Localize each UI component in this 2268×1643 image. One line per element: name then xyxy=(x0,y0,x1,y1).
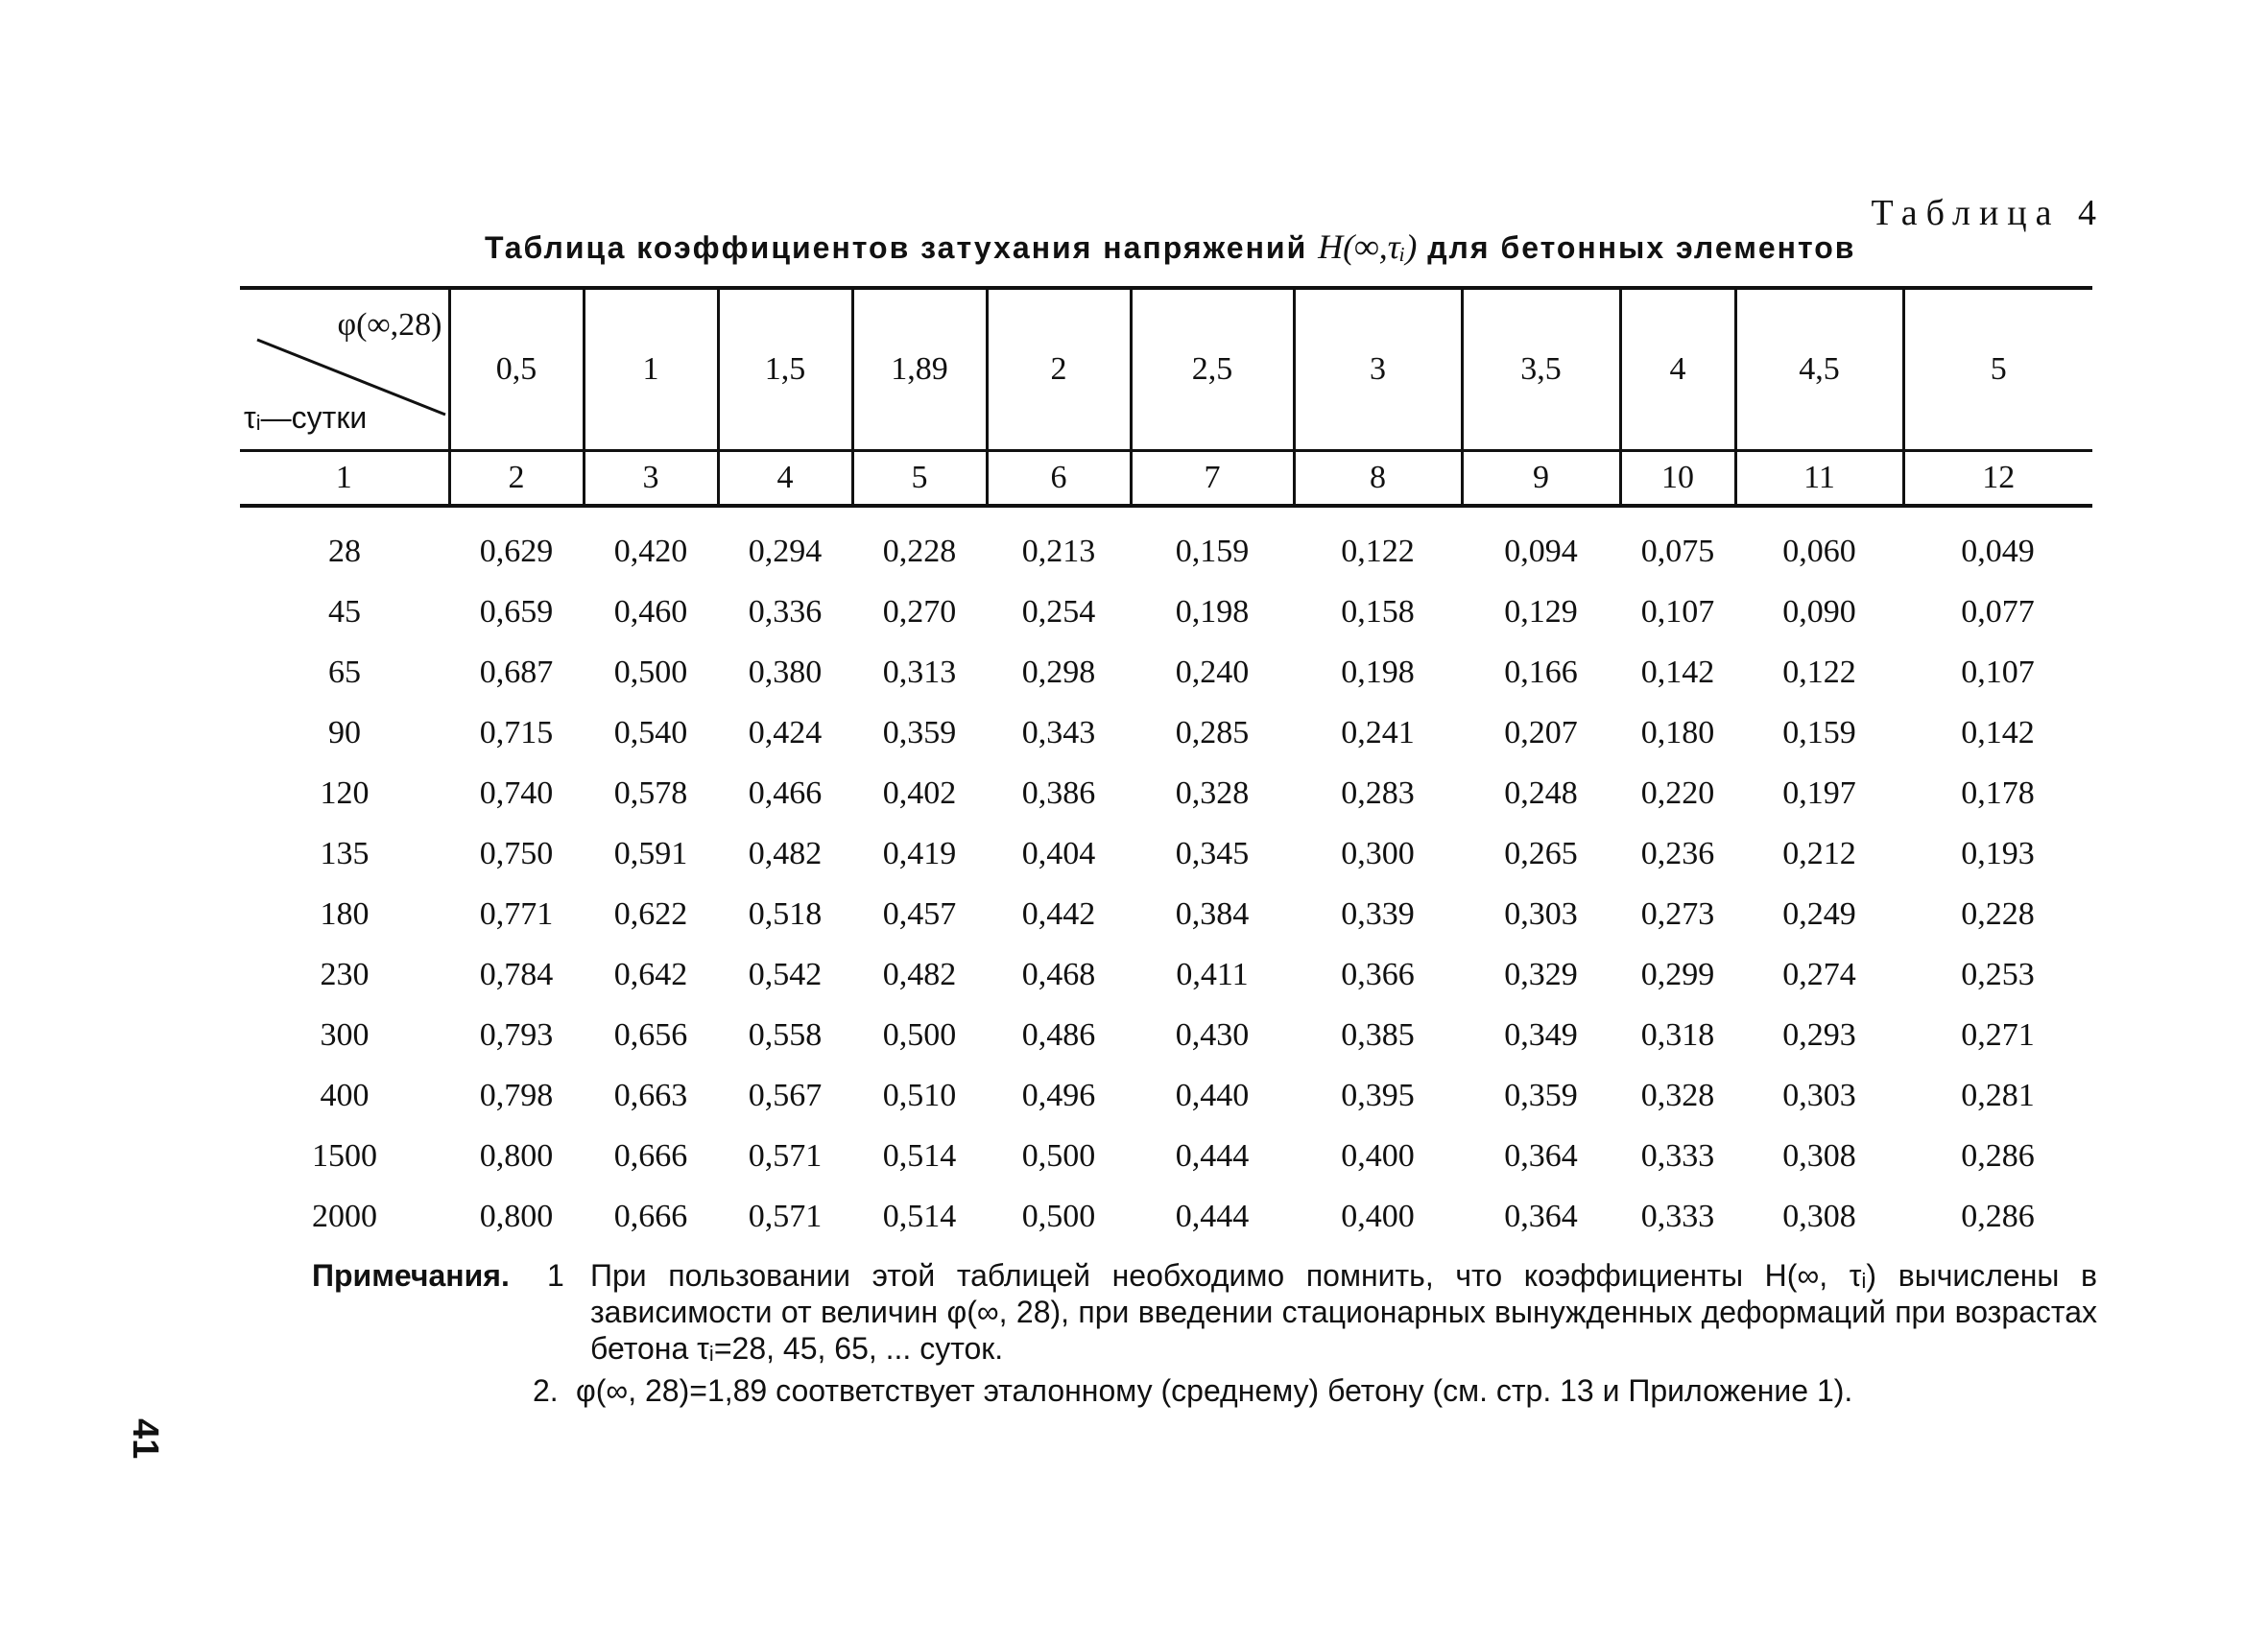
table-cell: 0,571 xyxy=(748,1198,823,1234)
column-number: 8 xyxy=(1294,451,1462,507)
column-number: 10 xyxy=(1620,451,1735,507)
note-number: 2. xyxy=(533,1373,559,1408)
table-row xyxy=(240,506,2092,582)
table-cell: 0,166 xyxy=(1504,654,1578,690)
column-header: 0,5 xyxy=(449,288,584,451)
table-cell: 0,075 xyxy=(1640,533,1715,569)
row-age-cell: 300 xyxy=(320,1016,370,1053)
table-cell: 0,285 xyxy=(1175,714,1250,750)
table-cell: 0,241 xyxy=(1341,714,1415,750)
notes-label: Примечания. xyxy=(312,1258,510,1293)
table-cell: 0,122 xyxy=(1782,654,1856,690)
page-number: 41 xyxy=(125,1418,165,1460)
row-age-cell: 180 xyxy=(320,895,370,932)
table-cell: 0,510 xyxy=(882,1077,957,1113)
row-age-cell: 400 xyxy=(320,1077,370,1113)
table-cell: 0,159 xyxy=(1782,714,1856,750)
table-cell: 0,273 xyxy=(1640,895,1715,932)
table-cell: 0,313 xyxy=(882,654,957,690)
table-cell: 0,687 xyxy=(479,654,554,690)
corner-cell xyxy=(240,288,449,451)
table-row xyxy=(240,1126,2092,1186)
table-cell: 0,359 xyxy=(882,714,957,750)
note-number: 1 xyxy=(547,1258,564,1293)
table-cell: 0,299 xyxy=(1640,956,1715,992)
table-cell: 0,419 xyxy=(882,835,957,871)
column-number-row xyxy=(240,451,2092,507)
column-number: 12 xyxy=(1903,451,2092,507)
table-cell: 0,400 xyxy=(1341,1137,1415,1174)
table-cell: 0,482 xyxy=(748,835,823,871)
table-cell: 0,303 xyxy=(1504,895,1578,932)
row-age-cell: 45 xyxy=(328,593,361,630)
table-cell: 0,540 xyxy=(613,714,688,750)
column-header: 4,5 xyxy=(1735,288,1903,451)
table-cell: 0,460 xyxy=(613,593,688,630)
table-cell: 0,049 xyxy=(1961,533,2035,569)
table-row xyxy=(240,1186,2092,1247)
table-cell: 0,328 xyxy=(1175,774,1250,811)
table-cell: 0,385 xyxy=(1341,1016,1415,1053)
table-title-symbol: H(∞,τᵢ) xyxy=(1318,227,1418,266)
table-cell: 0,281 xyxy=(1961,1077,2035,1113)
table-cell: 0,656 xyxy=(613,1016,688,1053)
table-title-suffix: для бетонных элементов xyxy=(1427,230,1856,265)
table-cell: 0,440 xyxy=(1175,1077,1250,1113)
table-cell: 0,236 xyxy=(1640,835,1715,871)
table-cell: 0,514 xyxy=(882,1137,957,1174)
table-cell: 0,212 xyxy=(1782,835,1856,871)
table-body xyxy=(240,506,2092,1247)
table-cell: 0,308 xyxy=(1782,1198,1856,1234)
table-cell: 0,294 xyxy=(748,533,823,569)
row-age-cell: 2000 xyxy=(312,1198,377,1234)
table-cell: 0,404 xyxy=(1021,835,1096,871)
table-cell: 0,343 xyxy=(1021,714,1096,750)
table-cell: 0,420 xyxy=(613,533,688,569)
table-cell: 0,386 xyxy=(1021,774,1096,811)
table-cell: 0,591 xyxy=(613,835,688,871)
column-header: 5 xyxy=(1903,288,2092,451)
table-cell: 0,180 xyxy=(1640,714,1715,750)
column-header: 3 xyxy=(1294,288,1462,451)
table-cell: 0,659 xyxy=(479,593,554,630)
column-header: 1,5 xyxy=(718,288,852,451)
table-cell: 0,207 xyxy=(1504,714,1578,750)
column-header: 3,5 xyxy=(1462,288,1620,451)
table-cell: 0,384 xyxy=(1175,895,1250,932)
table-cell: 0,142 xyxy=(1640,654,1715,690)
table-cell: 0,129 xyxy=(1504,593,1578,630)
table-cell: 0,228 xyxy=(1961,895,2035,932)
table-cell: 0,666 xyxy=(613,1198,688,1234)
table-cell: 0,486 xyxy=(1021,1016,1096,1053)
row-age-cell: 120 xyxy=(320,774,370,811)
table-cell: 0,090 xyxy=(1782,593,1856,630)
table-cell: 0,060 xyxy=(1782,533,1856,569)
table-cell: 0,784 xyxy=(479,956,554,992)
table-cell: 0,077 xyxy=(1961,593,2035,630)
table-row xyxy=(240,642,2092,702)
row-age-cell: 135 xyxy=(320,835,370,871)
table-cell: 0,666 xyxy=(613,1137,688,1174)
table-cell: 0,364 xyxy=(1504,1137,1578,1174)
table-cell: 0,198 xyxy=(1175,593,1250,630)
table-header-row xyxy=(240,288,2092,451)
table-cell: 0,178 xyxy=(1961,774,2035,811)
table-cell: 0,663 xyxy=(613,1077,688,1113)
table-row xyxy=(240,884,2092,944)
table-cell: 0,107 xyxy=(1640,593,1715,630)
table-cell: 0,228 xyxy=(882,533,957,569)
table-cell: 0,514 xyxy=(882,1198,957,1234)
table-cell: 0,793 xyxy=(479,1016,554,1053)
table-cell: 0,542 xyxy=(748,956,823,992)
table-cell: 0,622 xyxy=(613,895,688,932)
table-row xyxy=(240,582,2092,642)
table-cell: 0,198 xyxy=(1341,654,1415,690)
column-header: 2 xyxy=(987,288,1131,451)
table-cell: 0,424 xyxy=(748,714,823,750)
table-cell: 0,197 xyxy=(1782,774,1856,811)
table-cell: 0,253 xyxy=(1961,956,2035,992)
column-number: 11 xyxy=(1735,451,1903,507)
table-title-prefix: Таблица коэффициентов затухания напряжений xyxy=(485,230,1308,265)
table-cell: 0,094 xyxy=(1504,533,1578,569)
table-cell: 0,318 xyxy=(1640,1016,1715,1053)
table-cell: 0,248 xyxy=(1504,774,1578,811)
corner-tau-label: τᵢ—сутки xyxy=(244,400,368,435)
table-cell: 0,333 xyxy=(1640,1137,1715,1174)
column-number: 7 xyxy=(1131,451,1294,507)
table-row xyxy=(240,944,2092,1005)
table-cell: 0,442 xyxy=(1021,895,1096,932)
table-cell: 0,193 xyxy=(1961,835,2035,871)
coefficient-table xyxy=(240,286,2092,1247)
table-row xyxy=(240,823,2092,884)
table-cell: 0,329 xyxy=(1504,956,1578,992)
table-label: Таблица 4 xyxy=(1871,193,2105,233)
table-cell: 0,336 xyxy=(748,593,823,630)
column-header: 1,89 xyxy=(852,288,987,451)
table-cell: 0,400 xyxy=(1341,1198,1415,1234)
table-cell: 0,364 xyxy=(1504,1198,1578,1234)
table-cell: 0,122 xyxy=(1341,533,1415,569)
row-age-cell: 28 xyxy=(328,533,361,569)
table-cell: 0,468 xyxy=(1021,956,1096,992)
table-cell: 0,578 xyxy=(613,774,688,811)
table-cell: 0,345 xyxy=(1175,835,1250,871)
table-cell: 0,457 xyxy=(882,895,957,932)
table-cell: 0,380 xyxy=(748,654,823,690)
note-text: φ(∞, 28)=1,89 соответствует эталонному (среднему) бетону (см. стр. 13 и Приложение 1). xyxy=(576,1373,1853,1408)
column-number: 2 xyxy=(449,451,584,507)
table-cell: 0,333 xyxy=(1640,1198,1715,1234)
table-cell: 0,293 xyxy=(1782,1016,1856,1053)
table-row xyxy=(240,702,2092,763)
table-cell: 0,395 xyxy=(1341,1077,1415,1113)
table-cell: 0,220 xyxy=(1640,774,1715,811)
table-cell: 0,800 xyxy=(479,1137,554,1174)
table-cell: 0,158 xyxy=(1341,593,1415,630)
column-number: 5 xyxy=(852,451,987,507)
table-cell: 0,213 xyxy=(1021,533,1096,569)
notes xyxy=(312,1257,2097,1409)
column-number: 1 xyxy=(240,451,449,507)
column-number: 9 xyxy=(1462,451,1620,507)
table-cell: 0,482 xyxy=(882,956,957,992)
table-cell: 0,254 xyxy=(1021,593,1096,630)
table-cell: 0,283 xyxy=(1341,774,1415,811)
table-cell: 0,444 xyxy=(1175,1137,1250,1174)
table-cell: 0,265 xyxy=(1504,835,1578,871)
table-cell: 0,798 xyxy=(479,1077,554,1113)
table-row xyxy=(240,1065,2092,1126)
table-row xyxy=(240,763,2092,823)
table-cell: 0,771 xyxy=(479,895,554,932)
table-cell: 0,107 xyxy=(1961,654,2035,690)
table-cell: 0,800 xyxy=(479,1198,554,1234)
table-cell: 0,286 xyxy=(1961,1198,2035,1234)
column-header: 2,5 xyxy=(1131,288,1294,451)
row-age-cell: 90 xyxy=(328,714,361,750)
table-cell: 0,328 xyxy=(1640,1077,1715,1113)
table-cell: 0,303 xyxy=(1782,1077,1856,1113)
note-text: При пользовании этой таблицей необходимо помнить, что коэффициенты H(∞, τᵢ) вычислены в зависимости от величин φ(∞, 28), при введении стационарных вынужденных деформаций при возрастах бетона τᵢ=28, 45, 65, ... суток. xyxy=(590,1258,2097,1366)
table-cell: 0,500 xyxy=(1021,1198,1096,1234)
table-cell: 0,500 xyxy=(613,654,688,690)
table-cell: 0,558 xyxy=(748,1016,823,1053)
table-cell: 0,430 xyxy=(1175,1016,1250,1053)
table-cell: 0,518 xyxy=(748,895,823,932)
row-age-cell: 65 xyxy=(328,654,361,690)
table-cell: 0,298 xyxy=(1021,654,1096,690)
table-cell: 0,159 xyxy=(1175,533,1250,569)
corner-phi-label: φ(∞,28) xyxy=(337,307,442,343)
table-cell: 0,715 xyxy=(479,714,554,750)
table-cell: 0,339 xyxy=(1341,895,1415,932)
table-cell: 0,411 xyxy=(1176,956,1249,992)
column-header: 4 xyxy=(1620,288,1735,451)
table-cell: 0,240 xyxy=(1175,654,1250,690)
table-title xyxy=(485,226,1867,267)
row-age-cell: 1500 xyxy=(312,1137,377,1174)
column-number: 6 xyxy=(987,451,1131,507)
table-cell: 0,496 xyxy=(1021,1077,1096,1113)
table-cell: 0,642 xyxy=(613,956,688,992)
table-cell: 0,274 xyxy=(1782,956,1856,992)
table-cell: 0,300 xyxy=(1341,835,1415,871)
table-cell: 0,629 xyxy=(479,533,554,569)
column-header: 1 xyxy=(584,288,718,451)
table-row xyxy=(240,1005,2092,1065)
column-number: 4 xyxy=(718,451,852,507)
row-age-cell: 230 xyxy=(320,956,370,992)
table-cell: 0,571 xyxy=(748,1137,823,1174)
table-cell: 0,500 xyxy=(1021,1137,1096,1174)
table-cell: 0,402 xyxy=(882,774,957,811)
table-cell: 0,740 xyxy=(479,774,554,811)
table-cell: 0,308 xyxy=(1782,1137,1856,1174)
table-cell: 0,270 xyxy=(882,593,957,630)
table-cell: 0,567 xyxy=(748,1077,823,1113)
table-cell: 0,500 xyxy=(882,1016,957,1053)
table-cell: 0,142 xyxy=(1961,714,2035,750)
table-cell: 0,349 xyxy=(1504,1016,1578,1053)
table-cell: 0,286 xyxy=(1961,1137,2035,1174)
table-cell: 0,366 xyxy=(1341,956,1415,992)
table-cell: 0,466 xyxy=(748,774,823,811)
table-cell: 0,271 xyxy=(1961,1016,2035,1053)
column-number: 3 xyxy=(584,451,718,507)
table-cell: 0,359 xyxy=(1504,1077,1578,1113)
table-cell: 0,444 xyxy=(1175,1198,1250,1234)
table-cell: 0,249 xyxy=(1782,895,1856,932)
table-cell: 0,750 xyxy=(479,835,554,871)
